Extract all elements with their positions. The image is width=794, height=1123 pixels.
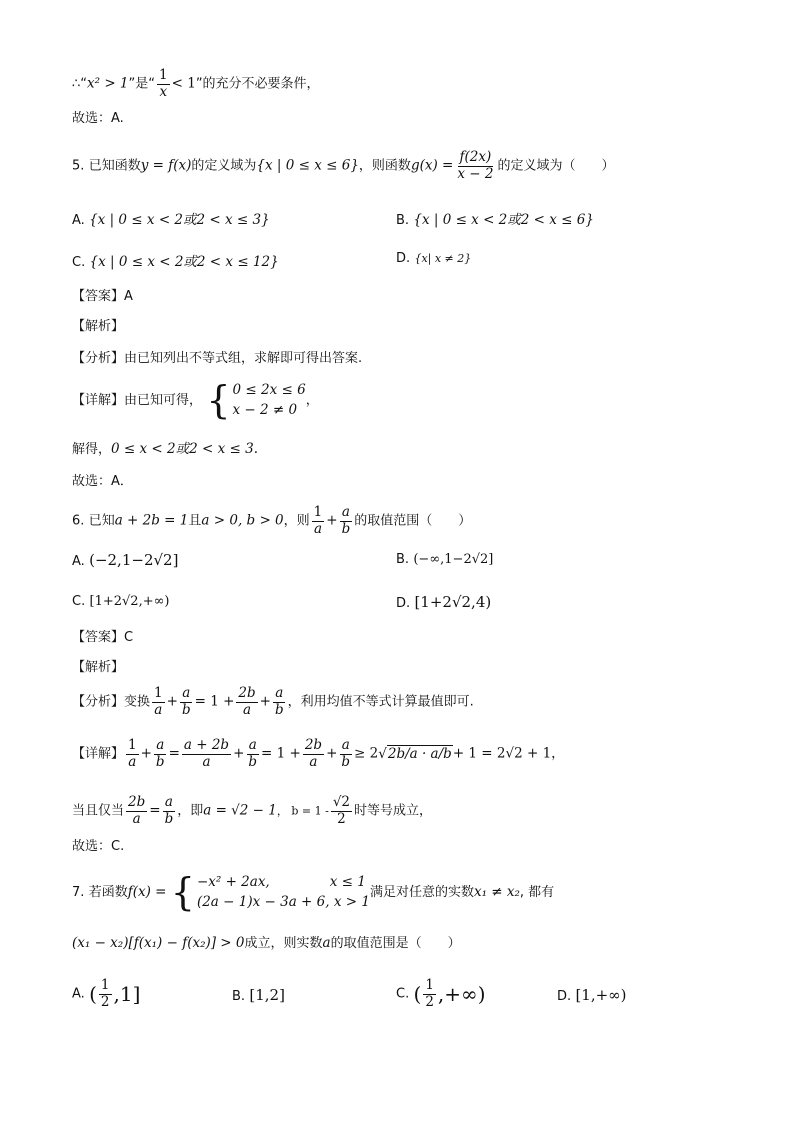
option-b: B. {x | 0 ≤ x < 2或2 < x ≤ 6} — [396, 212, 594, 228]
question-number: 5. — [72, 158, 85, 174]
analysis-tag: 【解析】 — [72, 660, 125, 675]
answer-line — [72, 288, 133, 305]
solve-line: 解得，0 ≤ x < 2或2 < x ≤ 3. — [72, 441, 258, 457]
option-a: A. {x | 0 ≤ x < 2或2 < x ≤ 3} — [72, 212, 270, 228]
therefore-prefix: ∴“ — [72, 76, 88, 92]
text-fragment: 的定义域为（ ） — [497, 158, 615, 174]
math-expression: {x | 0 ≤ x ≤ 6} — [256, 157, 359, 174]
text-fragment: 已知函数 — [88, 158, 141, 174]
math-expression: g(x) = — [410, 157, 454, 174]
option-c: C. ( $\frac{1}{2}$ ,+∞) — [396, 977, 486, 1010]
answer-value: A — [124, 289, 133, 304]
option-d: D. {x| x ≠ 2} — [396, 251, 472, 266]
fenxi-line: 【分析】变换 $\frac{1}{a}$ + $\frac{a}{b}$ = 1 + $\frac{2b}{a}$ + $\frac{a}{b}$ ，利用均值不等式计算最值即可. — [72, 685, 474, 718]
text-fragment: 的定义域为 — [191, 158, 257, 174]
answer-choice-line: 故选：A. — [72, 111, 124, 126]
xiangjie-tag: 【详解】 — [72, 392, 125, 408]
xiangjie-line: 【详解】由已知可得， { 0 ≤ 2x ≤ 6 x − 2 ≠ 0 ， — [72, 378, 319, 423]
option-c: C. {x | 0 ≤ x < 2或2 < x ≤ 12} — [72, 254, 279, 270]
option-d: D. [1,+∞) — [557, 986, 627, 1004]
question-number: 6. — [72, 513, 85, 529]
math-expression: y = f(x) — [140, 157, 192, 174]
fenxi-line — [72, 350, 362, 367]
fenxi-tag: 【分析】 — [72, 351, 125, 366]
answer-value: C — [124, 630, 134, 645]
text-fragment: ，则函数 — [358, 158, 411, 174]
conclusion-line — [72, 68, 320, 100]
question-7-stem-line2: (x₁ − x₂)[f(x₁) − f(x₂)] > 0成立，则实数a的取值范围是（ ） — [72, 935, 461, 951]
option-c: C. [1+2√2,+∞) — [72, 594, 170, 609]
option-a: A. ( $\frac{1}{2}$ ,1] — [72, 977, 141, 1010]
math-expression: < 1 — [171, 75, 196, 92]
math-expression: x² > 1 — [87, 75, 129, 92]
option-d: D. [1+2√2,4) — [396, 593, 492, 611]
answer-line: 【答案】C — [72, 630, 134, 645]
answer-choice-line: 故选：A． — [72, 474, 133, 489]
option-a: A. (−2,1−2√2] — [72, 551, 179, 569]
piecewise-function: { −x² + 2ax, x ≤ 1 (2a − 1)x − 3a + 6, x > 1 — [170, 870, 370, 915]
analysis-tag: 【解析】 — [72, 319, 125, 334]
answer-tag: 【答案】 — [72, 289, 125, 304]
option-b: B. [1,2] — [232, 986, 285, 1004]
answer-choice-line: 故选：C. — [72, 839, 125, 854]
equality-condition-line: 当且仅当 $\frac{2b}{a}$ = $\frac{a}{b}$ ，即a = √2 − 1， b = 1 - $\frac{√2}{2}$ 时等号成立， — [72, 794, 433, 827]
question-number: 7. — [72, 884, 85, 900]
fraction: $\frac{1}{x}$ — [159, 67, 168, 100]
fenxi-text: 由已知列出不等式组，求解即可得出答案. — [124, 351, 363, 366]
text-fragment: 由已知可得， — [124, 392, 203, 408]
question-5-stem — [72, 150, 614, 182]
question-7-stem: 7. 若函数f(x) = { −x² + 2ax, x ≤ 1 (2a − 1)x − 3a + 6, x > 1 满足对任意的实数x₁ ≠ x₂, 都有 — [72, 870, 555, 915]
fraction: $\frac{f(2x)}{x - 2}$ — [457, 149, 494, 182]
option-b: B. (−∞,1−2√2] — [396, 552, 494, 567]
text-fragment: ”是“ — [128, 76, 156, 92]
square-root: √2b/a · a/b — [378, 745, 452, 762]
inequality-system: { 0 ≤ 2x ≤ 6 x − 2 ≠ 0 — [206, 378, 306, 423]
question-6-stem: 6. 已知a + 2b = 1且a > 0, b > 0，则 $\frac{1}{a}$ + $\frac{a}{b}$ 的取值范围（ ） — [72, 504, 472, 537]
xiangjie-line: 【详解】 $\frac{1}{a}$ + $\frac{a}{b}$ = $\frac{a + 2b}{a}$ + $\frac{a}{b}$ = 1 + $\frac{2b}{a}$ + $\frac{a}{b}$ ≥ 2√2b/a · a/b+ 1 = 2√2 + 1， — [72, 737, 565, 770]
text-fragment: ”的充分不必要条件， — [195, 76, 320, 92]
